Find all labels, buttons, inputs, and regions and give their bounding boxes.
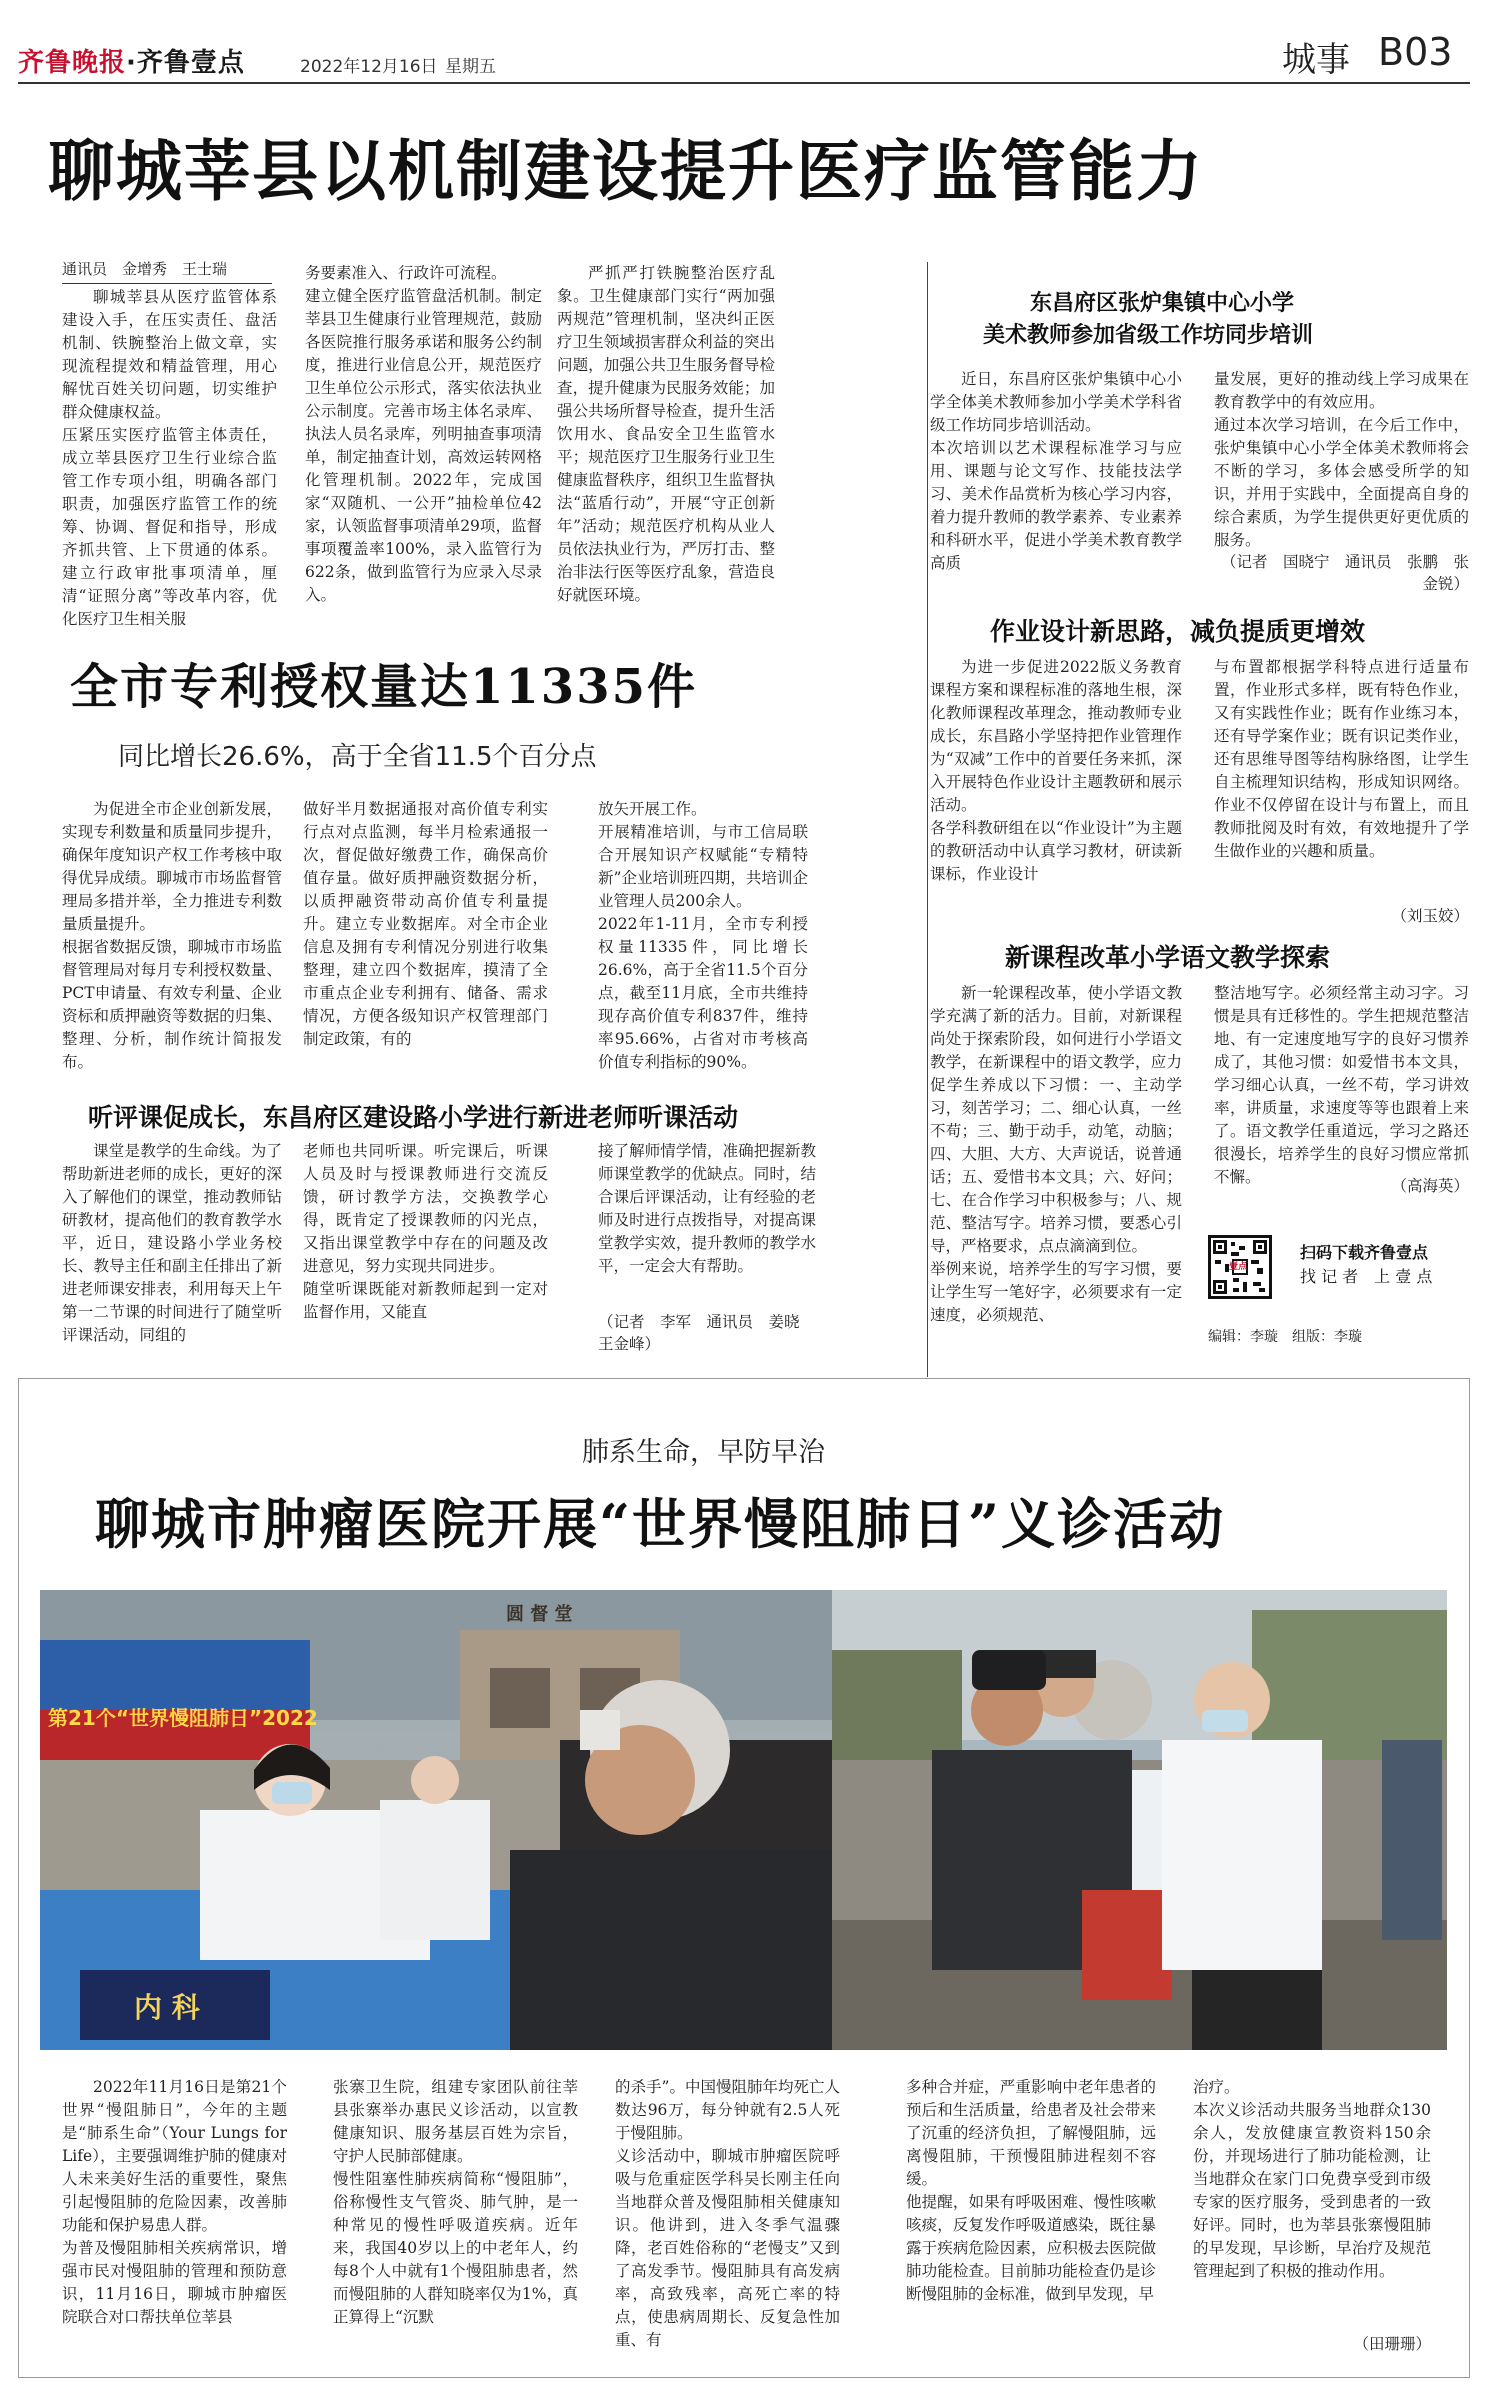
page-number: B03 — [1378, 30, 1453, 74]
newspaper-brand — [18, 42, 245, 79]
article4-credit: （记者 国晓宁 通讯员 张鹏 张金锐） — [1220, 553, 1469, 593]
article1-title: 聊城莘县以机制建设提升医疗监管能力 — [48, 132, 1204, 210]
article5-title: 作业设计新思路，减负提质更增效 — [990, 617, 1366, 646]
article1-byline: 通讯员 金增秀 王士瑞 — [62, 258, 272, 284]
qr-caption-line2: 找 记 者 上 壹 点 — [1300, 1267, 1433, 1286]
article7-col4: 多种合并症，严重影响中老年患者的预后和生活质量，给患者及社会带来了沉重的经济负担，了解慢阻肺，远离慢阻肺，干预慢阻肺进程刻不容缓。 他提醒，如果有呼吸困难、慢性咳嗽咳痰，反复发作呼吸道感染，既往暴露于疾病危险因素，应积极去医院做肺功能检查。目前肺功能检查仍是诊断慢阻肺的金标准，做到早发现，早 — [906, 2078, 1156, 2303]
article3-title: 听评课促成长，东昌府区建设路小学进行新进老师听课活动 — [88, 1103, 739, 1132]
article5-col2: 与布置都根据学科特点进行适量布置，作业形式多样，既有特色作业，又有实践性作业；既有作业练习本，还有导学案作业；既有识记类作业，还有思维导图等结构脉络图，让学生自主梳理知识结构，形成知识网络。作业不仅停留在设计与布置上，而且教师批阅及时有效，有效地提升了学生做作业的兴趣和质量。 — [1214, 658, 1469, 860]
article4-col1: 近日，东昌府区张炉集镇中心小学全体美术教师参加小学美术学科省级工作坊同步培训活动。 本次培训以艺术课程标准学习与应用、课题与论文写作、技能技法学习、美术作品赏析为核心学习内容，着力提升教师的教学素养、专业素养和科研水平，促进小学美术教育教学高质 — [930, 370, 1182, 572]
qr-caption-line1: 扫码下载齐鲁壹点 — [1300, 1243, 1429, 1262]
article5-col1: 为进一步促进2022版义务教育课程方案和课程标准的落地生根，深化教师课程改革理念，推动教师专业成长，东昌路小学坚持把作业管理作为“双减”工作中的首要任务来抓，深入开展特色作业设计主题教研和展示活动。 各学科教研组在以“作业设计”为主题的教研活动中认真学习教材，研读新课标，作业设计 — [930, 658, 1182, 883]
article2-subtitle: 同比增长26.6%，高于全省11.5个百分点 — [118, 742, 597, 772]
article5-credit: （刘玉姣） — [1391, 907, 1469, 925]
brand-name: 齐鲁晚报 — [18, 48, 127, 78]
photo2-illustration — [832, 1590, 1447, 2050]
qr-code[interactable] — [1208, 1235, 1272, 1299]
article7-col2: 张寨卫生院，组建专家团队前往莘县张寨举办惠民义诊活动，以宣教健康知识、服务基层百姓为宗旨，守护人民肺部健康。 慢性阻塞性肺疾病简称“慢阻肺”，俗称慢性支气管炎、肺气肿，是一种常见的慢性呼吸道疾病。近年来，我国40岁以上的中老年人，约每8个人中就有1个慢阻肺患者，然而慢阻肺的人群知晓率仅为1%，真正算得上“沉默 — [333, 2078, 578, 2326]
article4-title-line2: 美术教师参加省级工作坊同步培训 — [983, 323, 1314, 348]
article7-credit: （田珊珊） — [1353, 2335, 1431, 2353]
article4-col2: 量发展，更好的推动线上学习成果在教育教学中的有效应用。 通过本次学习培训，在今后工作中，张炉集镇中心小学全体美术教师将会不断的学习，多体会感受所学的知识，并用于实践中，全面提高自身的综合素质，为学生提供更好更优质的服务。 — [1214, 370, 1469, 549]
article3-col2: 老师也共同听课。听完课后，听课人员及时与授课教师进行交流反馈，研讨教学方法，交换教学心得，既肯定了授课教师的闪光点，又指出课堂教学中存在的问题及改进意见，努力实现共同进步。 随堂听课既能对新教师起到一定对监督作用，又能直 — [303, 1142, 548, 1321]
article7-col3: 的杀手”。中国慢阻肺年均死亡人数达96万，每分钟就有2.5人死于慢阻肺。 义诊活动中，聊城市肿瘤医院呼吸与危重症医学科吴长刚主任向当地群众普及慢阻肺相关健康知识。他讲到，进入冬季气温骤降，老百姓俗称的“老慢支”又到了高发季节。慢阻肺具有高发病率，高致残率，高死亡率的特点，使患病周期长、反复急性加重、有 — [615, 2078, 840, 2349]
issue-date: 2022年12月16日 — [300, 57, 438, 77]
article7-kicker: 肺系生命，早防早治 — [582, 1437, 825, 1468]
article7-col5: 治疗。 本次义诊活动共服务当地群众130余人，发放健康宣教资料150余份，并现场进行了肺功能检测，让当地群众在家门口免费享受到市级专家的医疗服务，受到患者的一致好评。同时，也为莘县张寨慢阻肺的早发现，早诊断，早治疗及规范管理起到了积极的推动作用。 — [1193, 2078, 1431, 2280]
article2-title: 全市专利授权量达11335件 — [70, 659, 697, 715]
page-header — [0, 0, 1488, 80]
photo-lung-function-check — [832, 1590, 1447, 2050]
brand-sub: ·齐鲁壹点 — [126, 48, 245, 78]
article7-title: 聊城市肿瘤医院开展“世界慢阻肺日”义诊活动 — [95, 1492, 1226, 1556]
photo1-illustration — [40, 1590, 840, 2050]
issue-weekday: 星期五 — [445, 57, 496, 77]
editor-credit: 编辑：李璇 组版：李璇 — [1208, 1329, 1362, 1345]
column-divider — [927, 262, 928, 1377]
article3-credit: （记者 李军 通讯员 姜晓 王金峰） — [598, 1313, 816, 1353]
article1-col3: 严抓严打铁腕整治医疗乱象。卫生健康部门实行“两加强两规范”管理机制，坚决纠正医疗卫生领域损害群众利益的突出问题，加强公共卫生服务督导检查，提升健康为民服务效能；加强公共场所督导检查，提升生活饮用水、食品安全卫生监管水平；规范医疗卫生服务行业卫生健康监督秩序，组织卫生监督执法“蓝盾行动”，开展“守正创新年”活动；规范医疗机构从业人员依法执业行为，严厉打击、整治非法行医等医疗乱象，营造良好就医环境。 — [557, 264, 775, 604]
article6-title: 新课程改革小学语文教学探索 — [1005, 943, 1331, 972]
article4-title-line1: 东昌府区张炉集镇中心小学 — [1030, 291, 1295, 316]
article6-col1: 新一轮课程改革，使小学语文教学充满了新的活力。目前，对新课程尚处于探索阶段，如何进行小学语文教学，在新课程中的语文教学，应力促学生养成以下习惯：一、主动学习，刻苦学习；二、细心认真，一丝不苟；三、勤于动手，动笔，动脑；四、大胆、大方、大声说话，说普通话；五、爱惜书本文具；六、好问；七、在合作学习中积极参与；八、规范、整洁写字。培养习惯，要悉心引导，严格要求，点点滴滴到位。 举例来说，培养学生的写字习惯，要让学生写一笔好字，必须要求有一定速度，必须规范、 — [930, 984, 1182, 1324]
article3-col1: 课堂是教学的生命线。为了帮助新进老师的成长，更好的深入了解他们的课堂，推动教师钻研教材，提高他们的教育教学水平，近日，建设路小学业务校长、教导主任和副主任排出了新进老师课安排表，利用每天上午第一二节课的时间进行了随堂听评课活动，同组的 — [62, 1142, 282, 1344]
article1-col2: 务要素准入、行政许可流程。 建立健全医疗监管盘活机制。制定莘县卫生健康行业管理规范，鼓励各医院推行服务承诺和服务公约制度，推进行业信息公开，规范医疗卫生单位公示形式，落实依法执业公示制度。完善市场主体名录库、执法人员名录库，列明抽查事项清单，制定抽查计划，高效运转网格化管理机制。2022年，完成国家“双随机、一公开”抽检单位42家，认领监督事项清单29项，监督事项覆盖率100%，录入监管行为622条，做到监管行为应录入尽录入。 — [305, 264, 542, 604]
article1-col1: 聊城莘县从医疗监管体系建设入手，在压实责任、盘活机制、铁腕整治上做文章，实现流程提效和精益管理，用心解忧百姓关切问题，切实维护群众健康权益。 压紧压实医疗监管主体责任，成立莘县医疗卫生行业综合监管工作专项小组，明确各部门职责，加强医疗监管工作的统筹、协调、督促和指导，形成齐抓共管、上下贯通的体系。建立行政审批事项清单，厘清“证照分离”等改革内容，优化医疗卫生相关服 — [62, 288, 277, 628]
article6-credit: （高海英） — [1391, 1177, 1469, 1195]
article7-col1: 2022年11月16日是第21个世界“慢阻肺日”，今年的主题是“肺系生命”（Your Lungs for Life），主要强调维护肺的健康对人未来美好生活的重要性，聚焦引起慢阻肺的危险因素，改善肺功能和保护易患人群。 为普及慢阻肺相关疾病常识，增强市民对慢阻肺的管理和预防意识，11月16日，聊城市肿瘤医院联合对口帮扶单位莘县 — [62, 2078, 287, 2326]
article2-col2: 做好半月数据通报对高价值专利实行点对点监测，每半月检索通报一次，督促做好缴费工作，确保高价值存量。做好质押融资数据分析，以质押融资带动高价值专利量提升。建立专业数据库。对全市企业信息及拥有专利情况分别进行收集整理，建立四个数据库，摸清了全市重点企业专利拥有、储备、需求情况，方便各级知识产权管理部门制定政策，有的 — [303, 800, 548, 1048]
photo1-sign-text: 内 科 — [134, 1991, 200, 2024]
header-rule — [18, 82, 1470, 84]
photo1-banner-text: 第21个“世界慢阻肺日”2022 — [48, 1706, 318, 1730]
photo-clinic-consultation — [40, 1590, 840, 2050]
qr-center-label: 壹点 — [1229, 1262, 1248, 1272]
article2-col1: 为促进全市企业创新发展，实现专利数量和质量同步提升，确保年度知识产权工作考核中取得优异成绩。聊城市市场监督管理局多措并举，全力推进专利数量质量提升。 根据省数据反馈，聊城市市场监督管理局对每月专利授权数量、PCT申请量、有效专利量、企业资标和质押融资等数据的归集、整理、分析，制作统计简报发布。 — [62, 800, 282, 1071]
article3-col3: 接了解师情学情，准确把握新教师课堂教学的优缺点。同时，结合课后评课活动，让有经验的老师及时进行点拨指导，对提高课堂教学实效，提升教师的教学水平，一定会大有帮助。 — [598, 1142, 816, 1275]
article6-col2: 整洁地写字。必须经常主动习字。习惯是具有迁移性的。学生把规范整洁地、有一定速度地写字的良好习惯养成了，其他习惯：如爱惜书本文具，学习细心认真，一丝不苟，学习讲效率，讲质量，求速度等等也跟着上来了。语文教学任重道远，学习之路还很漫长，培养学生的良好习惯应常抓不懈。 — [1214, 984, 1469, 1186]
photo1-roof-text: 圆 督 堂 — [506, 1604, 573, 1625]
section-name: 城事 — [1282, 40, 1350, 80]
article2-col3: 放矢开展工作。 开展精准培训，与市工信局联合开展知识产权赋能“专精特新”企业培训班四期，共培训企业管理人员200余人。 2022年1-11月，全市专利授权量11335件，同比增长26.6%，高于全省11.5个百分点，截至11月底，全市共维持现存高价值专利837件，维持率95.66%，占省对市考核高价值专利指标的90%。 — [598, 800, 808, 1071]
